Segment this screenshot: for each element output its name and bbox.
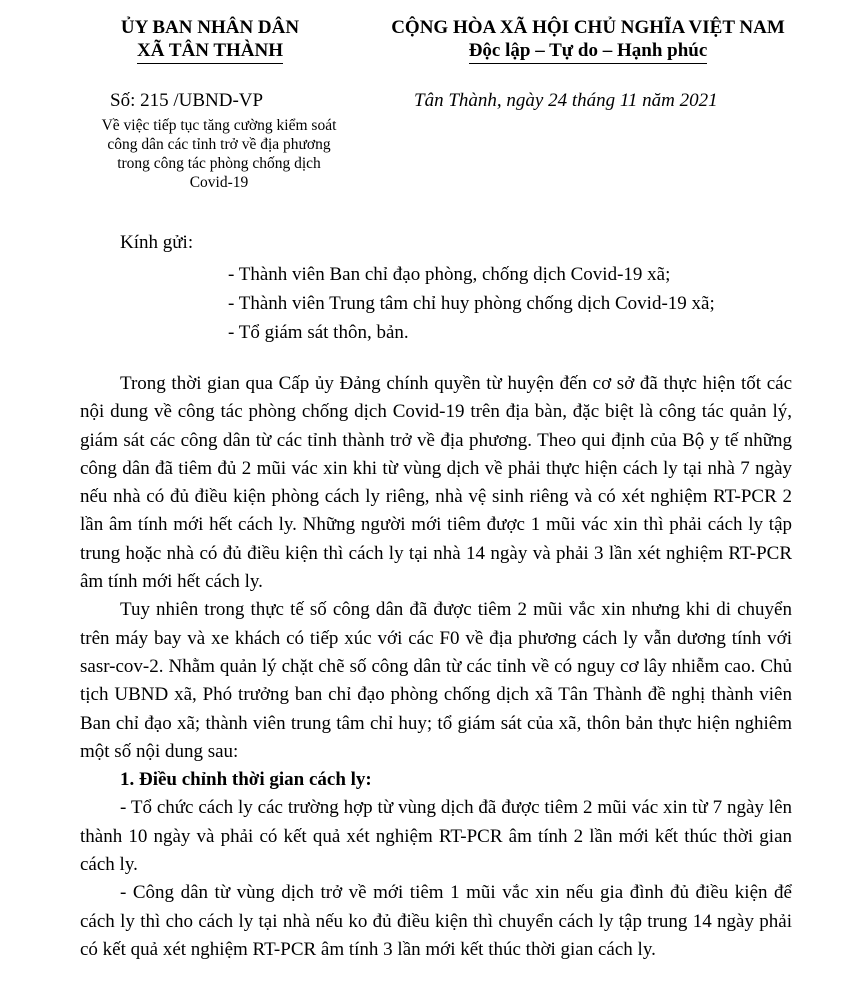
document-subject <box>80 116 358 192</box>
document-number: Số: 215 /UBND-VP <box>110 90 264 111</box>
issuing-authority <box>100 16 320 64</box>
body-paragraph: - Tổ chức cách ly các trường hợp từ vùng dịch đã được tiêm 2 mũi vác xin từ 7 ngày lên thành 10 ngày và phải có kết quả xét nghiệm RT-PCR âm tính 2 lần mới kết thúc thời gian cách ly. <box>80 797 792 876</box>
recipient-item: - Tổ giám sát thôn, bản. <box>228 322 409 343</box>
authority-line1: ỦY BAN NHÂN DÂN <box>120 17 300 38</box>
recipient-item: - Thành viên Trung tâm chỉ huy phòng chống dịch Covid-19 xã; <box>228 293 715 314</box>
recipient-list <box>228 260 715 347</box>
recipient-item: - Thành viên Ban chỉ đạo phòng, chống dịch Covid-19 xã; <box>228 264 671 285</box>
authority-line2: XÃ TÂN THÀNH <box>137 39 283 64</box>
nation-name: CỘNG HÒA XÃ HỘI CHỦ NGHĨA VIỆT NAM <box>391 17 785 38</box>
document-date: Tân Thành, ngày 24 tháng 11 năm 2021 <box>414 90 718 111</box>
nation-motto: Độc lập – Tự do – Hạnh phúc <box>469 39 708 64</box>
subject-line: công dân các tỉnh trở về địa phương <box>107 136 331 153</box>
subject-line: Về việc tiếp tục tăng cường kiểm soát <box>101 117 337 134</box>
document-body <box>80 370 792 964</box>
body-paragraph: Trong thời gian qua Cấp ủy Đảng chính quyền từ huyện đến cơ sở đã thực hiện tốt các nội dung về công tác phòng chống dịch Covid-19 trên địa bàn, đặc biệt là công tác quản lý, giám sát các công dân từ các tỉnh thành trở về địa phương. Theo qui định của Bộ y tế những công dân đã tiêm đủ 2 mũi vác xin khi từ vùng dịch về phải thực hiện cách ly tại nhà 7 ngày nếu nhà có đủ điều kiện phòng cách ly riêng, nhà vệ sinh riêng và có xét nghiệm RT-PCR 2 lần âm tính mới hết cách ly. Những người mới tiêm được 1 mũi vác xin thì phải cách ly tập trung hoặc nhà có đủ điều kiện thì cách ly tại nhà 14 ngày và phải 3 lần xét nghiệm RT-PCR âm tính mới hết cách ly. <box>80 373 792 593</box>
national-motto <box>358 16 818 64</box>
section-heading: 1. Điều chỉnh thời gian cách ly: <box>120 769 372 791</box>
greeting: Kính gửi: <box>120 232 194 253</box>
body-paragraph: - Công dân từ vùng dịch trở về mới tiêm 1 mũi vắc xin nếu gia đình đủ điều kiện để cách ly thì cho cách ly tại nhà nếu ko đủ điều kiện thì chuyển cách ly tập trung 14 ngày phải có kết quả xét nghiệm RT-PCR âm tính 3 lần mới kết thúc thời gian cách ly. <box>80 882 792 960</box>
body-paragraph: Tuy nhiên trong thực tế số công dân đã được tiêm 2 mũi vắc xin nhưng khi di chuyển trên máy bay và xe khách có tiếp xúc với các F0 về địa phương cách ly vẫn dương tính với sasr-cov-2. Nhằm quản lý chặt chẽ số công dân từ các tỉnh về có nguy cơ lây nhiễm cao. Chủ tịch UBND xã, Phó trưởng ban chỉ đạo phòng chống dịch xã Tân Thành đề nghị thành viên Ban chỉ đạo xã; thành viên trung tâm chỉ huy; tổ giám sát của xã, thôn bản thực hiện nghiêm một số nội dung sau: <box>80 599 792 762</box>
subject-line: Covid-19 <box>189 174 249 191</box>
subject-line: trong công tác phòng chống dịch <box>117 155 321 172</box>
